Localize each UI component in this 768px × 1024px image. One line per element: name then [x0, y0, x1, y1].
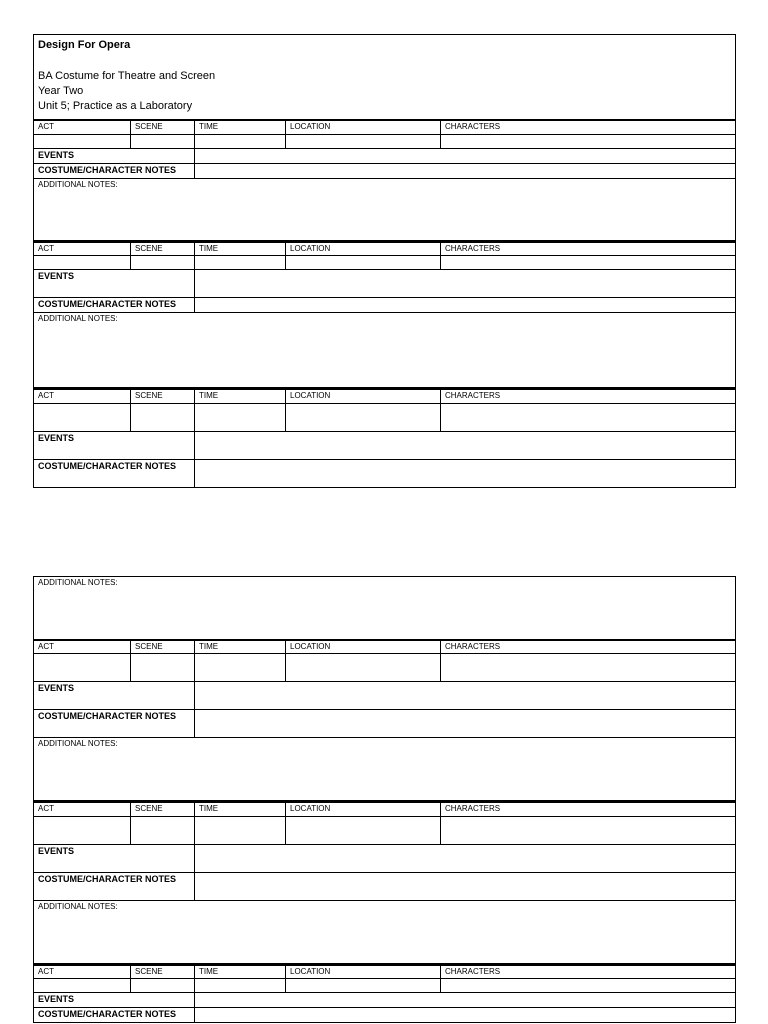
events-label: EVENTS	[34, 993, 195, 1008]
course-line: BA Costume for Theatre and Screen	[38, 70, 216, 82]
unit-line: Unit 5; Practice as a Laboratory	[38, 100, 193, 112]
time-cell[interactable]	[195, 134, 286, 148]
location-header: LOCATION	[286, 802, 441, 816]
characters-cell[interactable]	[441, 403, 736, 431]
scene-header: SCENE	[131, 242, 195, 256]
costume-notes-cell[interactable]	[195, 163, 736, 178]
events-cell[interactable]	[195, 682, 736, 710]
characters-cell[interactable]	[441, 134, 736, 148]
scene-header: SCENE	[131, 120, 195, 134]
characters-header: CHARACTERS	[441, 120, 736, 134]
costume-notes-cell[interactable]	[195, 710, 736, 738]
act-cell[interactable]	[34, 403, 131, 431]
costume-notes-label: COSTUME/CHARACTER NOTES	[34, 1008, 195, 1023]
events-label: EVENTS	[34, 431, 195, 459]
location-header: LOCATION	[286, 389, 441, 403]
act-cell[interactable]	[34, 979, 131, 993]
form-page-2	[33, 576, 736, 1023]
location-cell[interactable]	[286, 134, 441, 148]
characters-cell[interactable]	[441, 816, 736, 844]
scene-cell[interactable]	[131, 654, 195, 682]
location-cell[interactable]	[286, 654, 441, 682]
form-page-1	[33, 34, 736, 488]
time-header: TIME	[195, 802, 286, 816]
act-cell[interactable]	[34, 134, 131, 148]
costume-notes-label: COSTUME/CHARACTER NOTES	[34, 459, 195, 487]
characters-header: CHARACTERS	[441, 389, 736, 403]
time-header: TIME	[195, 965, 286, 979]
time-header: TIME	[195, 389, 286, 403]
costume-notes-cell[interactable]	[195, 1008, 736, 1023]
scene-block-1	[33, 119, 736, 241]
characters-header: CHARACTERS	[441, 802, 736, 816]
year-line: Year Two	[38, 85, 84, 97]
location-cell[interactable]	[286, 979, 441, 993]
costume-notes-label: COSTUME/CHARACTER NOTES	[34, 872, 195, 900]
act-cell[interactable]	[34, 654, 131, 682]
act-header: ACT	[34, 120, 131, 134]
costume-notes-cell[interactable]	[195, 872, 736, 900]
additional-notes-cell[interactable]: ADDITIONAL NOTES:	[34, 900, 736, 963]
events-cell[interactable]	[195, 148, 736, 163]
scene-cell[interactable]	[131, 403, 195, 431]
additional-notes-cell[interactable]: ADDITIONAL NOTES:	[34, 178, 736, 240]
costume-notes-cell[interactable]	[195, 298, 736, 313]
events-cell[interactable]	[195, 993, 736, 1008]
scene-header: SCENE	[131, 965, 195, 979]
scene-header: SCENE	[131, 802, 195, 816]
act-cell[interactable]	[34, 816, 131, 844]
costume-notes-label: COSTUME/CHARACTER NOTES	[34, 163, 195, 178]
time-header: TIME	[195, 242, 286, 256]
act-header: ACT	[34, 965, 131, 979]
characters-cell[interactable]	[441, 979, 736, 993]
location-header: LOCATION	[286, 120, 441, 134]
costume-notes-label: COSTUME/CHARACTER NOTES	[34, 298, 195, 313]
events-cell[interactable]	[195, 844, 736, 872]
events-label: EVENTS	[34, 844, 195, 872]
time-cell[interactable]	[195, 654, 286, 682]
characters-header: CHARACTERS	[441, 640, 736, 654]
location-header: LOCATION	[286, 242, 441, 256]
costume-notes-cell[interactable]	[195, 459, 736, 487]
location-cell[interactable]	[286, 816, 441, 844]
location-header: LOCATION	[286, 965, 441, 979]
scene-cell[interactable]	[131, 134, 195, 148]
act-header: ACT	[34, 242, 131, 256]
scene-header: SCENE	[131, 389, 195, 403]
location-cell[interactable]	[286, 403, 441, 431]
events-label: EVENTS	[34, 270, 195, 298]
scene-block-3	[33, 388, 736, 488]
events-label: EVENTS	[34, 682, 195, 710]
scene-block-4	[33, 576, 736, 801]
time-header: TIME	[195, 640, 286, 654]
scene-block-5	[33, 801, 736, 964]
events-cell[interactable]	[195, 431, 736, 459]
events-label: EVENTS	[34, 148, 195, 163]
time-cell[interactable]	[195, 256, 286, 270]
characters-header: CHARACTERS	[441, 965, 736, 979]
location-cell[interactable]	[286, 256, 441, 270]
costume-notes-label: COSTUME/CHARACTER NOTES	[34, 710, 195, 738]
act-header: ACT	[34, 389, 131, 403]
scene-cell[interactable]	[131, 979, 195, 993]
scene-cell[interactable]	[131, 256, 195, 270]
time-cell[interactable]	[195, 403, 286, 431]
scene-header: SCENE	[131, 640, 195, 654]
act-cell[interactable]	[34, 256, 131, 270]
time-header: TIME	[195, 120, 286, 134]
characters-cell[interactable]	[441, 256, 736, 270]
additional-notes-cell[interactable]: ADDITIONAL NOTES:	[34, 313, 736, 388]
time-cell[interactable]	[195, 979, 286, 993]
document-title: Design For Opera	[38, 39, 131, 51]
header-block	[33, 34, 736, 119]
location-header: LOCATION	[286, 640, 441, 654]
additional-notes-cell[interactable]: ADDITIONAL NOTES:	[34, 577, 736, 640]
characters-cell[interactable]	[441, 654, 736, 682]
characters-header: CHARACTERS	[441, 242, 736, 256]
act-header: ACT	[34, 802, 131, 816]
scene-cell[interactable]	[131, 816, 195, 844]
scene-block-6	[33, 964, 736, 1024]
scene-block-2	[33, 241, 736, 389]
time-cell[interactable]	[195, 816, 286, 844]
act-header: ACT	[34, 640, 131, 654]
additional-notes-cell[interactable]: ADDITIONAL NOTES:	[34, 738, 736, 801]
events-cell[interactable]	[195, 270, 736, 298]
